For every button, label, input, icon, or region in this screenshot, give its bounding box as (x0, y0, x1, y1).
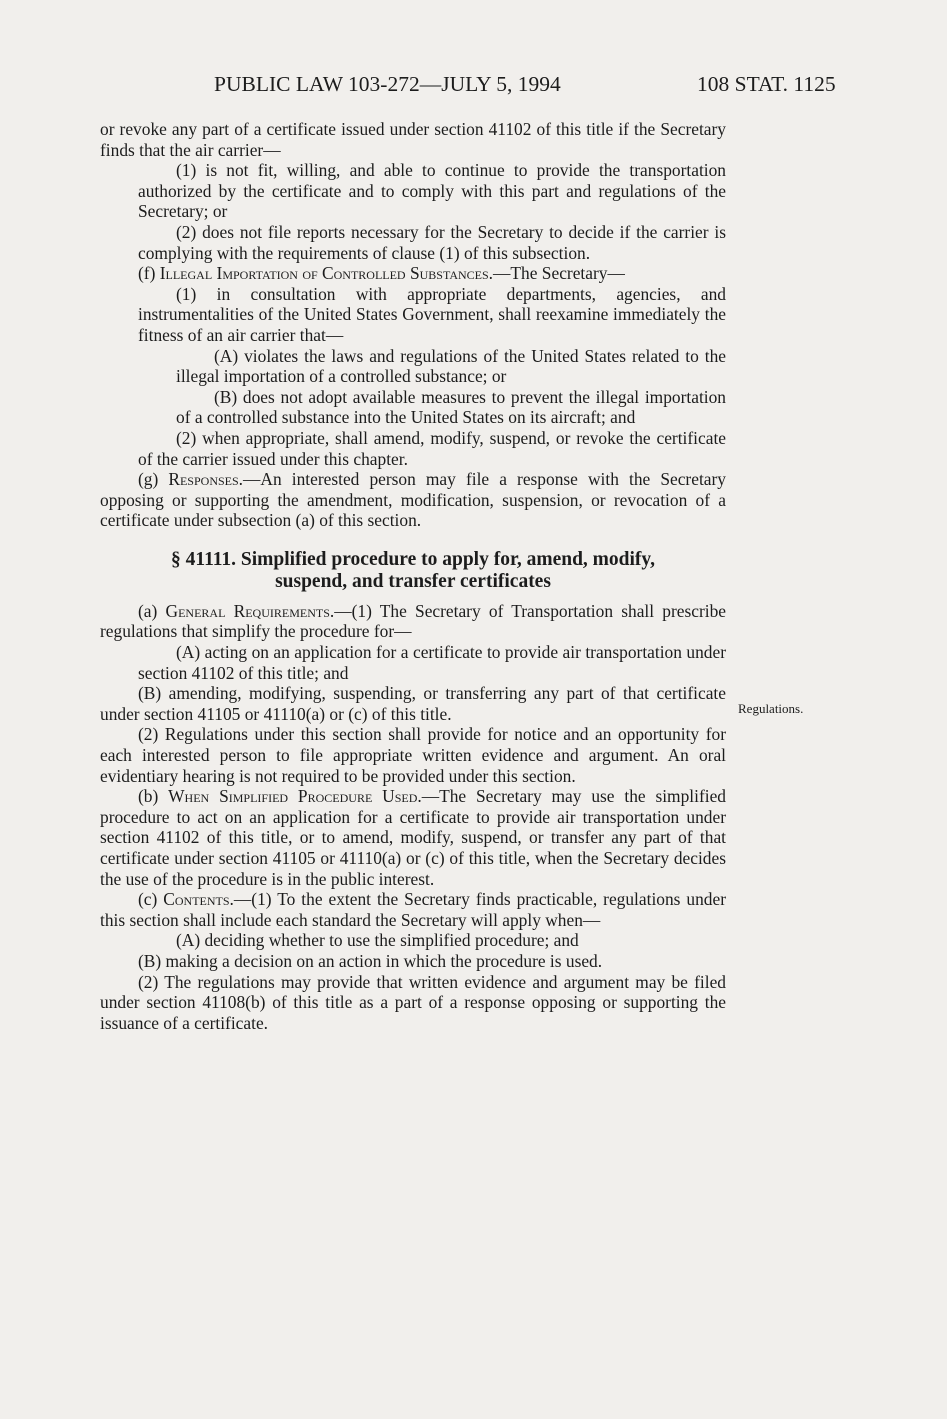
margin-note-regulations: Regulations. (738, 701, 804, 716)
subsection-b-heading: When Simplified Procedure Used. (168, 786, 422, 807)
subsection-a-text: —(1) The Secretary of Transportation shall prescribe regulations that simplify the procedure for— (100, 600, 727, 642)
header-stat-citation: 108 STAT. 1125 (697, 72, 836, 96)
subsection-f-label: (f) (138, 263, 160, 284)
subsection-a (100, 601, 726, 642)
subsection-c-clause-B: (B) making a decision on an action in which the procedure is used. (138, 950, 603, 971)
section-heading-line-2: suspend, and transfer certificates (275, 570, 551, 592)
subsection-c-paragraph-2: (2) The regulations may provide that written evidence and argument may be filed under section 41108(b) of this title as a part of a response opposing or supporting the issuance of a certificate. (100, 971, 726, 1033)
subsection-a-paragraph-2: (2) Regulations under this section shall provide for notice and an opportunity for each interested person to file appropriate written evidence and argument. An oral evidentiary hearing is not required to be provided under this section. (100, 724, 726, 786)
subsection-b (100, 786, 726, 889)
subsection-f-clause-1: (1) in consultation with appropriate departments, agencies, and instrumentalities of the United States Government, shall reexamine immediately the fitness of an air carrier that— (138, 283, 726, 345)
subsection-f-clause-2: (2) when appropriate, shall amend, modify, suspend, or revoke the certificate of the carrier issued under this chapter. (138, 427, 726, 469)
subsection-g (100, 469, 726, 531)
subsection-g-label: (g) (138, 469, 169, 490)
subsection-a-clause-A: (A) acting on an application for a certificate to provide air transportation under section 41102 of this title; and (138, 642, 726, 683)
section-heading-line-1: § 41111. Simplified procedure to apply for, amend, modify, (171, 548, 655, 570)
statute-text (100, 119, 726, 1033)
subsection-c-text: —(1) To the extent the Secretary finds practicable, regulations under this section shall include each standard the Secretary will apply when— (100, 889, 726, 930)
subsection-f-clause-1-B: (B) does not adopt available measures to prevent the illegal importation of a controlled substance into the United States on its aircraft; and (176, 386, 726, 428)
subsection-f-text: —The Secretary— (493, 263, 625, 284)
clause-2: (2) does not file reports necessary for the Secretary to decide if the carrier is complying with the requirements of clause (1) of this subsection. (138, 221, 726, 263)
subsection-b-text: —The Secretary may use the simplified procedure to act on an application for a certificate to provide air transportation under section 41102 of this title, or to amend, modify, suspend, or transfer any part of that certificate under section 41105 or 41110(a) or (c) of this title, when the Secretary decides the use of the procedure is in the public interest. (100, 786, 726, 889)
subsection-b-label: (b) (138, 786, 169, 807)
subsection-c-clause-A: (A) deciding whether to use the simplified procedure; and (176, 930, 579, 951)
paragraph-revoke-intro: or revoke any part of a certificate issued under section 41102 of this title if the Secretary finds that the air carrier— (100, 119, 726, 160)
section-heading (100, 549, 726, 593)
subsection-g-text: —An interested person may file a response with the Secretary opposing or supporting the amendment, modification, suspension, or revocation of a certificate under subsection (a) of this section. (100, 469, 726, 531)
subsection-a-clause-B: (B) amending, modifying, suspending, or transferring any part of that certificate under section 41105 or 41110(a) or (c) of this title. (100, 683, 726, 724)
subsection-a-heading: General Requirements. (165, 600, 335, 621)
subsection-c-label: (c) (138, 889, 164, 910)
subsection-a-label: (a) (138, 600, 166, 621)
subsection-f-heading: Illegal Importation of Controlled Substances. (159, 263, 494, 284)
subsection-c (100, 889, 726, 930)
running-header (0, 72, 947, 102)
subsection-c-heading: Contents. (163, 889, 234, 910)
header-title: PUBLIC LAW 103-272—JULY 5, 1994 (214, 72, 561, 96)
subsection-f-clause-1-A: (A) violates the laws and regulations of the United States related to the illegal importation of a controlled substance; or (176, 345, 726, 387)
subsection-f (100, 263, 726, 284)
subsection-g-heading: Responses. (168, 469, 244, 490)
clause-1: (1) is not fit, willing, and able to continue to provide the transportation authorized by the certificate and to comply with this part and regulations of the Secretary; or (138, 160, 726, 222)
